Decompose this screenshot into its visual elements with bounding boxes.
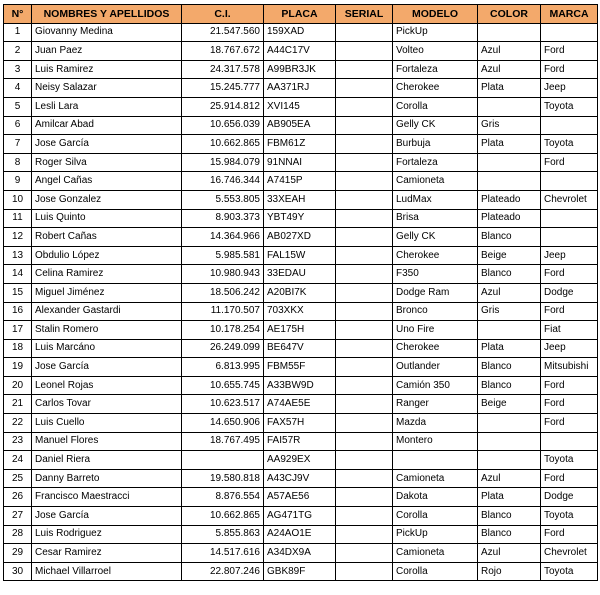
table-row	[4, 228, 598, 247]
cell-nombre[interactable]: Carlos Tovar	[32, 395, 182, 414]
cell-ci[interactable]: 19.580.818	[182, 469, 264, 488]
cell-nombre[interactable]: Luis Cuello	[32, 414, 182, 433]
cell-numero[interactable]: 8	[4, 153, 32, 172]
cell-nombre[interactable]: Obdulio López	[32, 246, 182, 265]
cell-placa[interactable]: AE175H	[264, 321, 336, 340]
cell-modelo[interactable]: Brisa	[393, 209, 478, 228]
cell-serial[interactable]	[336, 525, 393, 544]
cell-color[interactable]: Gris	[478, 302, 541, 321]
table-row	[4, 469, 598, 488]
cell-ci[interactable]: 6.813.995	[182, 358, 264, 377]
cell-nombre[interactable]: Amilcar Abad	[32, 116, 182, 135]
table-row	[4, 79, 598, 98]
cell-nombre[interactable]: Cesar Ramirez	[32, 544, 182, 563]
cell-modelo[interactable]: Volteo	[393, 42, 478, 61]
cell-marca[interactable]: Jeep	[541, 79, 598, 98]
cell-nombre[interactable]: Danny Barreto	[32, 469, 182, 488]
cell-modelo[interactable]: Uno Fire	[393, 321, 478, 340]
table-row	[4, 321, 598, 340]
table-row	[4, 60, 598, 79]
cell-ci[interactable]: 14.364.966	[182, 228, 264, 247]
cell-serial[interactable]	[336, 488, 393, 507]
cell-serial[interactable]	[336, 302, 393, 321]
cell-color[interactable]: Blanco	[478, 265, 541, 284]
cell-marca[interactable]: Ford	[541, 42, 598, 61]
table-row	[4, 339, 598, 358]
cell-serial[interactable]	[336, 42, 393, 61]
cell-color[interactable]	[478, 153, 541, 172]
cell-serial[interactable]	[336, 209, 393, 228]
cell-color[interactable]: Rojo	[478, 562, 541, 581]
table-row	[4, 172, 598, 191]
cell-numero[interactable]: 14	[4, 265, 32, 284]
cell-nombre[interactable]: Jose García	[32, 135, 182, 154]
cell-numero[interactable]: 18	[4, 339, 32, 358]
cell-ci[interactable]: 15.245.777	[182, 79, 264, 98]
cell-modelo[interactable]: Dodge Ram	[393, 283, 478, 302]
cell-nombre[interactable]: Luis Quinto	[32, 209, 182, 228]
cell-numero[interactable]: 2	[4, 42, 32, 61]
cell-marca[interactable]: Ford	[541, 60, 598, 79]
cell-placa[interactable]: 33XEAH	[264, 190, 336, 209]
cell-nombre[interactable]: Robert Cañas	[32, 228, 182, 247]
cell-marca[interactable]: Ford	[541, 414, 598, 433]
cell-serial[interactable]	[336, 228, 393, 247]
cell-marca[interactable]: Ford	[541, 153, 598, 172]
cell-serial[interactable]	[336, 432, 393, 451]
cell-serial[interactable]	[336, 414, 393, 433]
cell-nombre[interactable]: Jose García	[32, 507, 182, 526]
cell-serial[interactable]	[336, 451, 393, 470]
cell-numero[interactable]: 28	[4, 525, 32, 544]
cell-serial[interactable]	[336, 172, 393, 191]
cell-placa[interactable]: A57AE56	[264, 488, 336, 507]
cell-numero[interactable]: 25	[4, 469, 32, 488]
cell-color[interactable]	[478, 432, 541, 451]
cell-modelo[interactable]	[393, 451, 478, 470]
cell-placa[interactable]: A43CJ9V	[264, 469, 336, 488]
table-row	[4, 116, 598, 135]
cell-marca[interactable]: Ford	[541, 302, 598, 321]
cell-numero[interactable]: 16	[4, 302, 32, 321]
cell-serial[interactable]	[336, 376, 393, 395]
cell-marca[interactable]: Ford	[541, 376, 598, 395]
cell-numero[interactable]: 30	[4, 562, 32, 581]
cell-marca[interactable]	[541, 23, 598, 42]
cell-color[interactable]: Azul	[478, 469, 541, 488]
cell-serial[interactable]	[336, 246, 393, 265]
cell-ci[interactable]: 18.767.495	[182, 432, 264, 451]
cell-numero[interactable]: 4	[4, 79, 32, 98]
cell-color[interactable]: Beige	[478, 395, 541, 414]
cell-numero[interactable]: 19	[4, 358, 32, 377]
cell-ci[interactable]: 16.746.344	[182, 172, 264, 191]
cell-nombre[interactable]: Leonel Rojas	[32, 376, 182, 395]
cell-modelo[interactable]: Corolla	[393, 97, 478, 116]
cell-serial[interactable]	[336, 544, 393, 563]
cell-numero[interactable]: 20	[4, 376, 32, 395]
cell-ci[interactable]: 15.984.079	[182, 153, 264, 172]
cell-placa[interactable]: AB905EA	[264, 116, 336, 135]
cell-placa[interactable]: FAI57R	[264, 432, 336, 451]
cell-nombre[interactable]: Daniel Riera	[32, 451, 182, 470]
cell-ci[interactable]: 5.553.805	[182, 190, 264, 209]
cell-serial[interactable]	[336, 23, 393, 42]
cell-serial[interactable]	[336, 153, 393, 172]
cell-serial[interactable]	[336, 60, 393, 79]
cell-ci[interactable]: 18.506.242	[182, 283, 264, 302]
cell-placa[interactable]: A34DX9A	[264, 544, 336, 563]
cell-numero[interactable]: 22	[4, 414, 32, 433]
cell-numero[interactable]: 13	[4, 246, 32, 265]
cell-nombre[interactable]: Jose Gonzalez	[32, 190, 182, 209]
cell-modelo[interactable]: Burbuja	[393, 135, 478, 154]
cell-color[interactable]	[478, 23, 541, 42]
cell-placa[interactable]: AB027XD	[264, 228, 336, 247]
cell-modelo[interactable]: Corolla	[393, 507, 478, 526]
cell-marca[interactable]: Chevrolet	[541, 544, 598, 563]
cell-modelo[interactable]: Dakota	[393, 488, 478, 507]
cell-ci[interactable]: 11.170.507	[182, 302, 264, 321]
cell-placa[interactable]: GBK89F	[264, 562, 336, 581]
cell-marca[interactable]: Toyota	[541, 562, 598, 581]
cell-modelo[interactable]: Camioneta	[393, 172, 478, 191]
table-row	[4, 97, 598, 116]
table-row	[4, 190, 598, 209]
cell-serial[interactable]	[336, 321, 393, 340]
cell-serial[interactable]	[336, 265, 393, 284]
cell-modelo[interactable]: Camioneta	[393, 544, 478, 563]
column-header-numero: N°	[4, 5, 32, 24]
cell-ci[interactable]: 24.317.578	[182, 60, 264, 79]
cell-numero[interactable]: 1	[4, 23, 32, 42]
cell-placa[interactable]: 703XKX	[264, 302, 336, 321]
cell-placa[interactable]: FBM55F	[264, 358, 336, 377]
cell-nombre[interactable]: Neisy Salazar	[32, 79, 182, 98]
cell-serial[interactable]	[336, 562, 393, 581]
cell-ci[interactable]: 18.767.672	[182, 42, 264, 61]
cell-marca[interactable]	[541, 228, 598, 247]
cell-marca[interactable]	[541, 209, 598, 228]
table-row	[4, 302, 598, 321]
cell-modelo[interactable]: Fortaleza	[393, 60, 478, 79]
cell-serial[interactable]	[336, 395, 393, 414]
cell-nombre[interactable]: Lesli Lara	[32, 97, 182, 116]
cell-modelo[interactable]: Cherokee	[393, 339, 478, 358]
cell-numero[interactable]: 29	[4, 544, 32, 563]
cell-serial[interactable]	[336, 339, 393, 358]
table-row	[4, 209, 598, 228]
cell-color[interactable]: Beige	[478, 246, 541, 265]
cell-numero[interactable]: 12	[4, 228, 32, 247]
cell-placa[interactable]: BE647V	[264, 339, 336, 358]
cell-color[interactable]: Blanco	[478, 376, 541, 395]
cell-marca[interactable]	[541, 172, 598, 191]
table-body	[4, 23, 598, 581]
cell-serial[interactable]	[336, 507, 393, 526]
cell-marca[interactable]: Mitsubishi	[541, 358, 598, 377]
cell-modelo[interactable]: Cherokee	[393, 246, 478, 265]
table-row	[4, 153, 598, 172]
cell-placa[interactable]: A20BI7K	[264, 283, 336, 302]
cell-color[interactable]: Plata	[478, 135, 541, 154]
table-row	[4, 358, 598, 377]
cell-marca[interactable]: Ford	[541, 469, 598, 488]
cell-color[interactable]: Gris	[478, 116, 541, 135]
table-row	[4, 525, 598, 544]
cell-marca[interactable]: Chevrolet	[541, 190, 598, 209]
cell-marca[interactable]: Jeep	[541, 246, 598, 265]
cell-ci[interactable]: 10.980.943	[182, 265, 264, 284]
cell-modelo[interactable]: Ranger	[393, 395, 478, 414]
cell-numero[interactable]: 11	[4, 209, 32, 228]
cell-color[interactable]: Plata	[478, 79, 541, 98]
cell-nombre[interactable]: Luis Marcáno	[32, 339, 182, 358]
cell-modelo[interactable]: Outlander	[393, 358, 478, 377]
cell-nombre[interactable]: Manuel Flores	[32, 432, 182, 451]
cell-placa[interactable]: A74AE5E	[264, 395, 336, 414]
cell-nombre[interactable]: Roger Silva	[32, 153, 182, 172]
cell-modelo[interactable]: PickUp	[393, 525, 478, 544]
table-row	[4, 246, 598, 265]
cell-placa[interactable]: YBT49Y	[264, 209, 336, 228]
cell-color[interactable]: Blanco	[478, 507, 541, 526]
cell-ci[interactable]: 8.903.373	[182, 209, 264, 228]
cell-nombre[interactable]: Luis Ramirez	[32, 60, 182, 79]
cell-marca[interactable]	[541, 432, 598, 451]
cell-numero[interactable]: 26	[4, 488, 32, 507]
cell-color[interactable]	[478, 451, 541, 470]
cell-ci[interactable]: 25.914.812	[182, 97, 264, 116]
cell-modelo[interactable]: Gelly CK	[393, 116, 478, 135]
cell-serial[interactable]	[336, 190, 393, 209]
cell-nombre[interactable]: Juan Paez	[32, 42, 182, 61]
column-header-placa: PLACA	[264, 5, 336, 24]
cell-marca[interactable]: Ford	[541, 525, 598, 544]
cell-color[interactable]	[478, 321, 541, 340]
table-row	[4, 265, 598, 284]
cell-ci[interactable]: 14.517.616	[182, 544, 264, 563]
cell-marca[interactable]: Toyota	[541, 507, 598, 526]
cell-serial[interactable]	[336, 135, 393, 154]
cell-numero[interactable]: 5	[4, 97, 32, 116]
cell-color[interactable]	[478, 97, 541, 116]
cell-nombre[interactable]: Alexander Gastardi	[32, 302, 182, 321]
cell-placa[interactable]: A99BR3JK	[264, 60, 336, 79]
cell-marca[interactable]: Dodge	[541, 488, 598, 507]
cell-placa[interactable]: AG471TG	[264, 507, 336, 526]
cell-ci[interactable]: 26.249.099	[182, 339, 264, 358]
cell-placa[interactable]: FAL15W	[264, 246, 336, 265]
cell-modelo[interactable]: F350	[393, 265, 478, 284]
table-row	[4, 544, 598, 563]
cell-ci[interactable]: 5.855.863	[182, 525, 264, 544]
cell-nombre[interactable]: Stalin Romero	[32, 321, 182, 340]
cell-ci[interactable]: 10.655.745	[182, 376, 264, 395]
table-row	[4, 135, 598, 154]
table-row	[4, 414, 598, 433]
cell-nombre[interactable]: Angel Cañas	[32, 172, 182, 191]
cell-modelo[interactable]: Corolla	[393, 562, 478, 581]
cell-placa[interactable]: A33BW9D	[264, 376, 336, 395]
table-row	[4, 488, 598, 507]
cell-nombre[interactable]: Francisco Maestracci	[32, 488, 182, 507]
cell-placa[interactable]: 159XAD	[264, 23, 336, 42]
cell-nombre[interactable]: Celina Ramirez	[32, 265, 182, 284]
cell-marca[interactable]: Fiat	[541, 321, 598, 340]
cell-serial[interactable]	[336, 97, 393, 116]
table-row	[4, 395, 598, 414]
column-header-serial: SERIAL	[336, 5, 393, 24]
column-header-color: COLOR	[478, 5, 541, 24]
cell-ci[interactable]	[182, 451, 264, 470]
table-row	[4, 23, 598, 42]
cell-serial[interactable]	[336, 358, 393, 377]
cell-color[interactable]: Azul	[478, 544, 541, 563]
table-row	[4, 42, 598, 61]
cell-ci[interactable]: 22.807.246	[182, 562, 264, 581]
cell-nombre[interactable]: Luis Rodriguez	[32, 525, 182, 544]
table-row	[4, 562, 598, 581]
cell-nombre[interactable]: Jose García	[32, 358, 182, 377]
table-row	[4, 507, 598, 526]
cell-placa[interactable]: XVI145	[264, 97, 336, 116]
cell-numero[interactable]: 10	[4, 190, 32, 209]
cell-color[interactable]: Blanco	[478, 358, 541, 377]
cell-numero[interactable]: 6	[4, 116, 32, 135]
vehicle-registry-table	[3, 4, 598, 581]
cell-modelo[interactable]: Montero	[393, 432, 478, 451]
table-header-row	[4, 5, 598, 24]
cell-modelo[interactable]: Fortaleza	[393, 153, 478, 172]
cell-marca[interactable]: Jeep	[541, 339, 598, 358]
cell-serial[interactable]	[336, 283, 393, 302]
cell-color[interactable]: Plateado	[478, 209, 541, 228]
cell-numero[interactable]: 24	[4, 451, 32, 470]
cell-color[interactable]	[478, 414, 541, 433]
cell-numero[interactable]: 9	[4, 172, 32, 191]
cell-placa[interactable]: AA371RJ	[264, 79, 336, 98]
cell-serial[interactable]	[336, 469, 393, 488]
cell-numero[interactable]: 15	[4, 283, 32, 302]
column-header-modelo: MODELO	[393, 5, 478, 24]
cell-nombre[interactable]: Michael Villarroel	[32, 562, 182, 581]
column-header-nombres: NOMBRES Y APELLIDOS	[32, 5, 182, 24]
cell-marca[interactable]: Ford	[541, 395, 598, 414]
cell-placa[interactable]: 91NNAI	[264, 153, 336, 172]
cell-color[interactable]	[478, 172, 541, 191]
cell-nombre[interactable]: Giovanny Medina	[32, 23, 182, 42]
cell-marca[interactable]: Toyota	[541, 451, 598, 470]
table-row	[4, 283, 598, 302]
table-row	[4, 451, 598, 470]
cell-modelo[interactable]: PickUp	[393, 23, 478, 42]
cell-color[interactable]: Plata	[478, 339, 541, 358]
cell-numero[interactable]: 23	[4, 432, 32, 451]
cell-placa[interactable]: A44C17V	[264, 42, 336, 61]
cell-placa[interactable]: FBM61Z	[264, 135, 336, 154]
cell-numero[interactable]: 3	[4, 60, 32, 79]
cell-placa[interactable]: A24AO1E	[264, 525, 336, 544]
cell-placa[interactable]: FAX57H	[264, 414, 336, 433]
cell-ci[interactable]: 5.985.581	[182, 246, 264, 265]
table-row	[4, 376, 598, 395]
cell-nombre[interactable]: Miguel Jiménez	[32, 283, 182, 302]
cell-marca[interactable]	[541, 116, 598, 135]
cell-ci[interactable]: 21.547.560	[182, 23, 264, 42]
column-header-marca: MARCA	[541, 5, 598, 24]
cell-marca[interactable]: Toyota	[541, 97, 598, 116]
column-header-ci: C.I.	[182, 5, 264, 24]
cell-placa[interactable]: 33EDAU	[264, 265, 336, 284]
cell-ci[interactable]: 10.623.517	[182, 395, 264, 414]
cell-numero[interactable]: 17	[4, 321, 32, 340]
cell-numero[interactable]: 7	[4, 135, 32, 154]
cell-placa[interactable]: A7415P	[264, 172, 336, 191]
cell-modelo[interactable]: Bronco	[393, 302, 478, 321]
table-row	[4, 432, 598, 451]
cell-ci[interactable]: 8.876.554	[182, 488, 264, 507]
cell-color[interactable]: Plateado	[478, 190, 541, 209]
cell-color[interactable]: Azul	[478, 42, 541, 61]
cell-serial[interactable]	[336, 79, 393, 98]
cell-ci[interactable]: 10.662.865	[182, 135, 264, 154]
cell-color[interactable]: Azul	[478, 60, 541, 79]
cell-ci[interactable]: 10.662.865	[182, 507, 264, 526]
cell-modelo[interactable]: Gelly CK	[393, 228, 478, 247]
cell-modelo[interactable]: Mazda	[393, 414, 478, 433]
cell-ci[interactable]: 10.178.254	[182, 321, 264, 340]
cell-modelo[interactable]: Camioneta	[393, 469, 478, 488]
cell-numero[interactable]: 21	[4, 395, 32, 414]
cell-serial[interactable]	[336, 116, 393, 135]
cell-numero[interactable]: 27	[4, 507, 32, 526]
cell-ci[interactable]: 10.656.039	[182, 116, 264, 135]
cell-modelo[interactable]: Camión 350	[393, 376, 478, 395]
cell-marca[interactable]: Ford	[541, 265, 598, 284]
cell-ci[interactable]: 14.650.906	[182, 414, 264, 433]
cell-placa[interactable]: AA929EX	[264, 451, 336, 470]
cell-color[interactable]: Azul	[478, 283, 541, 302]
cell-color[interactable]: Plata	[478, 488, 541, 507]
cell-color[interactable]: Blanco	[478, 525, 541, 544]
cell-color[interactable]: Blanco	[478, 228, 541, 247]
cell-marca[interactable]: Toyota	[541, 135, 598, 154]
cell-modelo[interactable]: LudMax	[393, 190, 478, 209]
cell-marca[interactable]: Dodge	[541, 283, 598, 302]
cell-modelo[interactable]: Cherokee	[393, 79, 478, 98]
